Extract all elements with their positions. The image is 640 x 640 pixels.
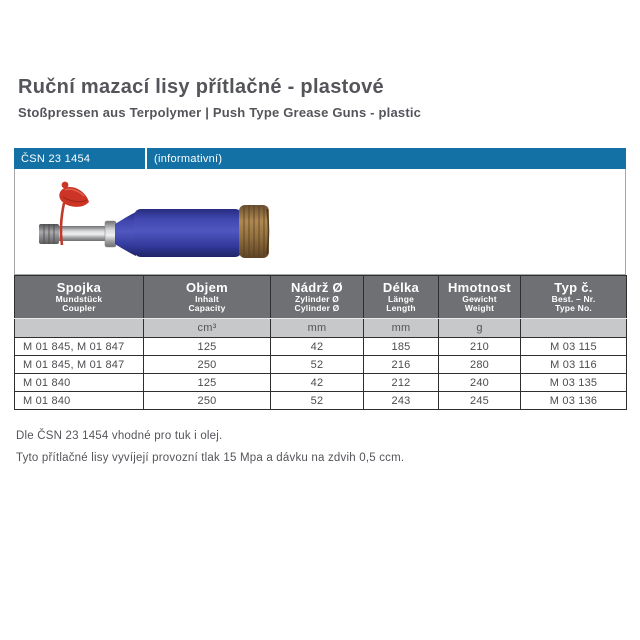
- table-cell: 52: [271, 356, 364, 374]
- table-cell: M 03 135: [521, 374, 627, 392]
- table-header-cell: Spojka Mundstück Coupler: [15, 276, 144, 319]
- footnotes: [16, 425, 404, 469]
- table-header-cell: Objem Inhalt Capacity: [144, 276, 271, 319]
- table-cell: 240: [439, 374, 521, 392]
- header-row: [15, 276, 627, 319]
- unit-cell: [15, 319, 144, 338]
- units-row: [15, 319, 627, 338]
- table-cell: 52: [271, 392, 364, 410]
- footnote-line: Tyto přítlačné lisy vyvíjejí provozní tlak 15 Mpa a dávku na zdvih 0,5 ccm.: [16, 452, 405, 464]
- table-row: [15, 392, 627, 410]
- table-cell: M 01 845, M 01 847: [15, 356, 144, 374]
- table-cell: 125: [144, 374, 271, 392]
- table-cell: 250: [144, 392, 271, 410]
- table-row: [15, 374, 627, 392]
- unit-cell: [521, 319, 627, 338]
- table-cell: M 03 136: [521, 392, 627, 410]
- unit-cell: mm: [364, 319, 439, 338]
- unit-cell: g: [439, 319, 521, 338]
- table-cell: 243: [364, 392, 439, 410]
- table-cell: 245: [439, 392, 521, 410]
- table-cell: 210: [439, 338, 521, 356]
- table-row: [15, 356, 627, 374]
- footnote-line: Dle ČSN 23 1454 vhodné pro tuk i olej.: [16, 430, 223, 442]
- standard-note: (informativní): [154, 152, 223, 165]
- table-cell: 216: [364, 356, 439, 374]
- table-cell: M 01 840: [15, 392, 144, 410]
- spec-table: [14, 275, 627, 410]
- table-cell: 42: [271, 338, 364, 356]
- table-cell: 185: [364, 338, 439, 356]
- table-cell: 42: [271, 374, 364, 392]
- table-cell: M 03 116: [521, 356, 627, 374]
- table-header-cell: Hmotnost Gewicht Weight: [439, 276, 521, 319]
- grease-gun-illustration: [15, 169, 627, 275]
- page-subtitle: Stoßpressen aus Terpolymer | Push Type Grease Guns - plastic: [18, 105, 422, 120]
- table-row: [15, 338, 627, 356]
- table-cell: 212: [364, 374, 439, 392]
- unit-cell: cm³: [144, 319, 271, 338]
- table-header-cell: Délka Länge Length: [364, 276, 439, 319]
- table-header-cell: Typ č. Best. – Nr. Type No.: [521, 276, 627, 319]
- page-title: Ruční mazací lisy přítlačné - plastové: [18, 76, 384, 98]
- table-cell: 250: [144, 356, 271, 374]
- table-cell: 280: [439, 356, 521, 374]
- spec-table-body: [15, 319, 627, 410]
- product-image-panel: [14, 169, 626, 275]
- table-cell: M 01 840: [15, 374, 144, 392]
- table-cell: 125: [144, 338, 271, 356]
- standard-bar: [14, 148, 626, 169]
- table-header-cell: Nádrž Ø Zylinder Ø Cylinder Ø: [271, 276, 364, 319]
- unit-cell: mm: [271, 319, 364, 338]
- table-cell: M 01 845, M 01 847: [15, 338, 144, 356]
- table-cell: M 03 115: [521, 338, 627, 356]
- standard-code: ČSN 23 1454: [21, 152, 91, 165]
